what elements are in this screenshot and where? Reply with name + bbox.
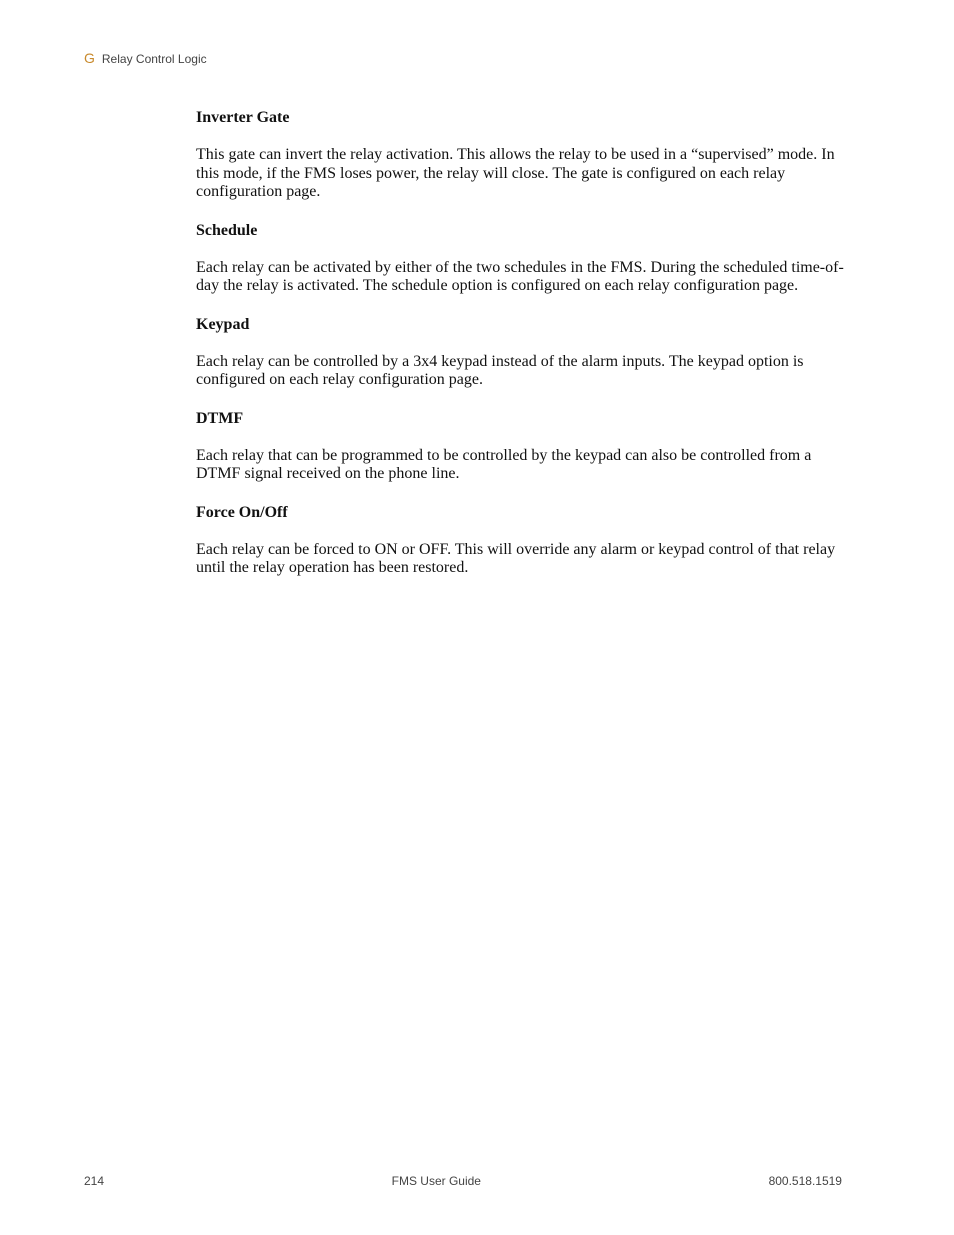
guide-title: FMS User Guide (391, 1174, 481, 1188)
chapter-title: Relay Control Logic (101, 52, 207, 66)
section-body: Each relay can be activated by either of the two schedules in the FMS. During the scheduled time-of-day the relay is activated. The schedule option is configured on each relay configuration page. (196, 258, 844, 294)
page-number: 214 (84, 1174, 105, 1188)
section-body: This gate can invert the relay activation. This allows the relay to be used in a “supervised” mode. In this mode, if the FMS loses power, the relay will close. The gate is configured on each relay configuration page. (196, 146, 835, 200)
support-phone: 800.518.1519 (768, 1174, 842, 1188)
section-heading: Force On/Off (196, 503, 288, 521)
section-heading: Schedule (196, 221, 258, 239)
chapter-letter: G (84, 50, 95, 66)
section-schedule (196, 221, 846, 296)
page-footer (84, 1174, 842, 1188)
section-body: Each relay that can be programmed to be controlled by the keypad can also be controlled from a DTMF signal received on the phone line. (196, 446, 812, 482)
section-keypad (196, 315, 846, 390)
section-force-on-off (196, 503, 846, 578)
section-body: Each relay can be controlled by a 3x4 keypad instead of the alarm inputs. The keypad option is configured on each relay configuration page. (196, 352, 804, 388)
section-heading: Inverter Gate (196, 109, 290, 126)
page-content (196, 108, 846, 578)
section-dtmf (196, 409, 846, 484)
section-heading: DTMF (196, 409, 244, 427)
section-heading: Keypad (196, 315, 250, 333)
section-body: Each relay can be forced to ON or OFF. This will override any alarm or keypad control of that relay until the relay operation has been restored. (196, 540, 836, 576)
section-inverter-gate (196, 108, 846, 202)
running-header (84, 50, 207, 66)
